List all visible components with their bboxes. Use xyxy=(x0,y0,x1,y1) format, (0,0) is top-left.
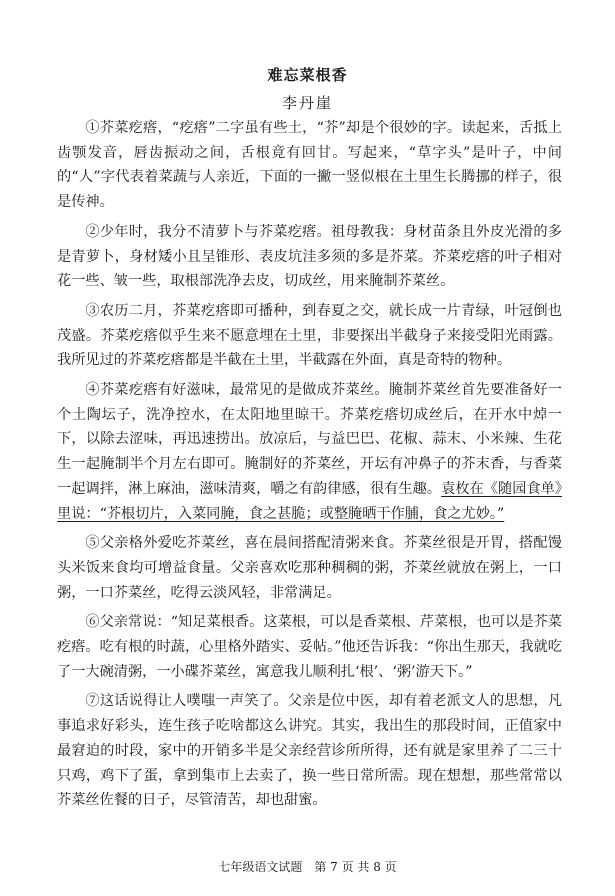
paragraph-7: ⑦这话说得让人噗嗤一声笑了。父亲是位中医，却有着老派文人的思想，凡事追求好彩头，连生孩子吃啥都这么讲究。其实，我出生的那段时间，正值家中最窘迫的时段，家中的开销多半是父亲经营诊所所得，还有就是家里养了二三十只鸡，鸡下了蛋，拿到集市上去卖了，换一些日常所需。现在想想，那些常常以芥菜丝佐餐的日子，尽管清苦，却也甜蜜。 xyxy=(57,693,562,809)
paragraph-4 xyxy=(57,378,562,526)
article-title: 难忘菜根香 xyxy=(267,66,348,84)
paragraph-4-text: ④芥菜疙瘩有好滋味，最常见的是做成芥菜丝。腌制芥菜丝首先要准备好一个土陶坛子，洗净控水，在太阳地里晾干。芥菜疙瘩切成丝后，在开水中焯一下，以除去涩味，再迅速捞出。放凉后，与益巴巴、花椒、蒜末、小米辣、生花生一起腌制半个月左右即可。腌制好的芥菜丝，开坛有冲鼻子的芥末香，与香菜一起调拌，淋上麻油，滋味清爽，嚼之有韵律感，很有生趣。 xyxy=(57,382,562,497)
paragraph-5: ⑤父亲格外爱吃芥菜丝，喜在晨间搭配清粥来食。芥菜丝很是开胃，搭配馒头米饭来食均可增益食量。父亲喜欢吃那种稠稠的粥，芥菜丝就放在粥上，一口粥，一口芥菜丝，吃得云淡风轻，非常满足。 xyxy=(57,535,562,601)
paragraph-6: ⑥父亲常说：“知足菜根香。这菜根，可以是香菜根、芹菜根，也可以是芥菜疙瘩。吃有根的时蔬，心里格外踏实、妥帖。”他还告诉我：“你出生那天，我就吃了一大碗清粥，一小碟芥菜丝，寓意我儿顺利扎‘根’、‘粥’游天下。” xyxy=(57,614,562,680)
article-author: 李丹崖 xyxy=(281,94,333,112)
paragraph-1: ①芥菜疙瘩，“疙瘩”二字虽有些土，“芥”却是个很妙的字。读起来，舌抵上齿颚发音，唇齿振动之间，舌根竟有回甘。写起来，“草字头”是叶子，中间的“人”字代表着菜蔬与人亲近，下面的一撇一竖似根在土里生长腾挪的样子，很是传神。 xyxy=(57,120,562,211)
article-body xyxy=(57,116,562,818)
underlined-quote: 袁枚在《随园食单》里说：“芥根切片，入菜同腌，食之甚脆；或整腌晒干作脯，食之尤妙。” xyxy=(57,480,562,522)
paragraph-2: ②少年时，我分不清萝卜与芥菜疙瘩。祖母教我：身材苗条且外皮光滑的多是青萝卜，身材矮小且呈锥形、表皮坑洼多须的多是芥菜。芥菜疙瘩的叶子相对花一些、皱一些，取根部洗净去皮，切成丝，用来腌制芥菜丝。 xyxy=(57,223,562,290)
paragraph-3: ③农历二月，芥菜疙瘩即可播种，到春夏之交，就长成一片青绿，叶冠倒也茂盛。芥菜疙瘩似乎生来不愿意埋在土里，非要探出半截身子来接受阳光雨露。我所见过的芥菜疙瘩都是半截在土里，半截露在外面，真是奇特的物种。 xyxy=(57,302,562,369)
page-footer: 七年级语文试题 第 7 页 共 8 页 xyxy=(218,860,397,874)
